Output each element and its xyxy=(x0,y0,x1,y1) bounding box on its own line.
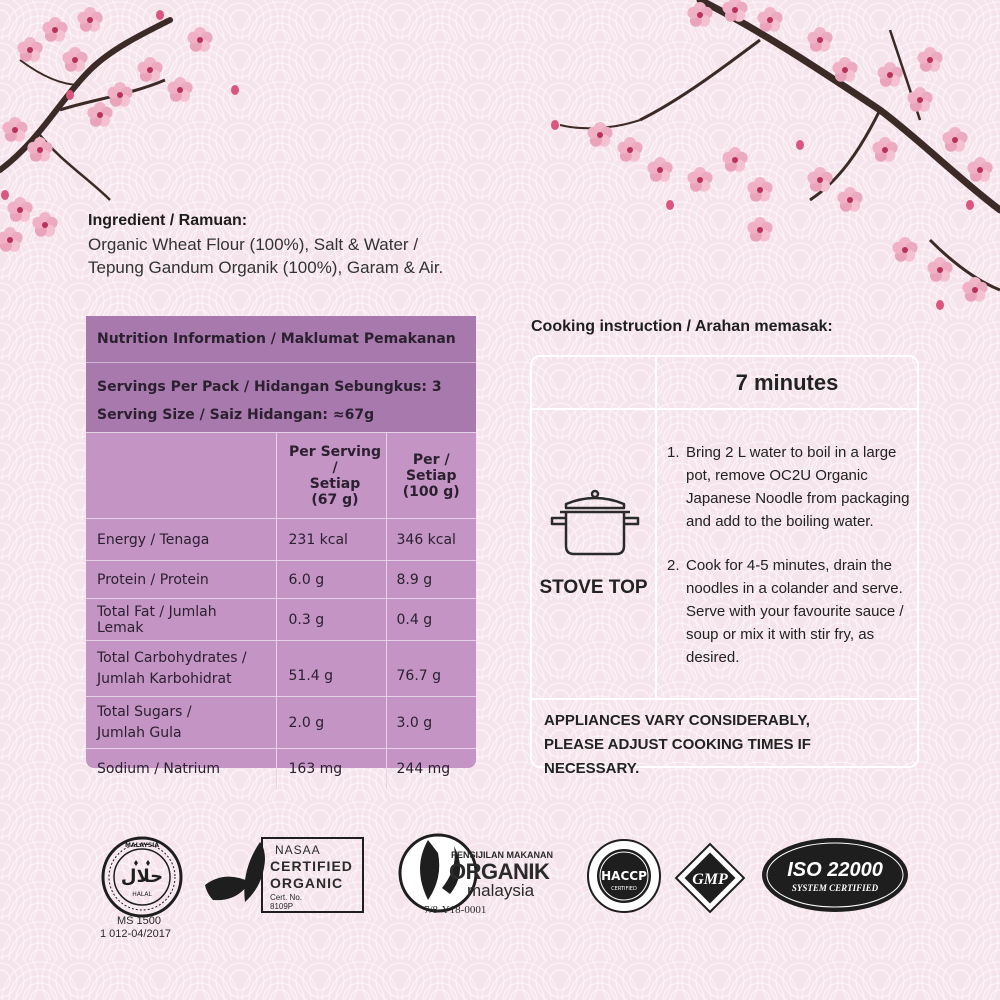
header-per-serving: Per Serving / Setiap (67 g) xyxy=(276,433,386,519)
iso-text: ISO 22000 xyxy=(787,859,883,881)
nutrition-title: Nutrition Information / Maklumat Pemakanan xyxy=(86,316,476,362)
cooking-time: 7 minutes xyxy=(735,369,839,395)
organik-top-text: PENSIJILAN MAKANAN xyxy=(451,850,554,860)
row-per-serving: 163 mg xyxy=(276,749,386,789)
row-per-serving: 2.0 g xyxy=(276,697,386,749)
haccp-logo xyxy=(586,838,662,914)
row-label: Total Sugars / Jumlah Gula xyxy=(86,697,276,749)
row-per-100g: 244 mg xyxy=(386,749,476,789)
row-per-serving: 51.4 g xyxy=(276,641,386,697)
step-number: 2. xyxy=(667,557,680,574)
serving-size: Serving Size / Saiz Hidangan: ≈67g xyxy=(97,407,375,423)
row-per-serving: 6.0 g xyxy=(276,561,386,599)
row-label: Protein / Protein xyxy=(86,561,276,599)
halal-arabic-text: حلال xyxy=(120,866,164,887)
gmp-logo xyxy=(672,840,748,916)
row-per-100g: 3.0 g xyxy=(386,697,476,749)
halal-ring-text: MALAYSIA xyxy=(124,842,160,849)
iso-22000-logo xyxy=(760,836,910,914)
nasaa-line-3: ORGANIC xyxy=(270,875,344,891)
nasaa-line-1: NASAA xyxy=(275,843,321,857)
step-text: Cook for 4-5 minutes, drain the noodles in a colander and serve. Serve with your favourite sauce / soup or mix it with stir fry, as desired. xyxy=(686,557,904,666)
ingredient-heading: Ingredient / Ramuan: xyxy=(88,212,248,229)
gmp-text: GMP xyxy=(692,871,728,888)
ingredient-line-2: Tepung Gandum Organik (100%), Garam & Air. xyxy=(88,258,444,277)
row-per-100g: 346 kcal xyxy=(386,519,476,561)
row-per-100g: 8.9 g xyxy=(386,561,476,599)
stove-top-label: STOVE TOP xyxy=(539,577,648,598)
header-per-100g: Per / Setiap (100 g) xyxy=(386,433,476,519)
organik-country-text: malaysia xyxy=(467,881,535,900)
row-label: Energy / Tenaga xyxy=(86,519,276,561)
organik-cert-no: 7/8-Y18-0001 xyxy=(424,904,487,916)
step-number: 1. xyxy=(667,444,680,461)
cooking-title: Cooking instruction / Arahan memasak: xyxy=(531,318,833,335)
row-per-100g: 0.4 g xyxy=(386,599,476,641)
haccp-text: HACCP xyxy=(601,869,647,883)
row-label: Total Carbohydrates / Jumlah Karbohidrat xyxy=(86,641,276,697)
organik-big-text: ORGANIK xyxy=(449,859,550,884)
cooking-warning: APPLIANCES VARY CONSIDERABLY, PLEASE ADJUST COOKING TIMES IF NECESSARY. xyxy=(544,712,811,777)
nasaa-line-2: CERTIFIED xyxy=(270,858,353,874)
row-label: Sodium / Natrium xyxy=(86,749,276,789)
halal-logo xyxy=(101,836,183,918)
iso-sub-text: SYSTEM CERTIFIED xyxy=(791,883,879,893)
row-per-100g: 76.7 g xyxy=(386,641,476,697)
nasaa-cert-no: 8109P xyxy=(270,902,294,911)
haccp-sub-text: CERTIFIED xyxy=(611,886,637,892)
halal-word: HALAL xyxy=(132,891,152,898)
servings-per-pack: Servings Per Pack / Hidangan Sebungkus: 3 xyxy=(97,379,442,395)
step-text: Bring 2 L water to boil in a large pot, remove OC2U Organic Japanese Noodle from packaging and add to the boiling water. xyxy=(686,444,910,530)
nasaa-cert-label: Cert. No. xyxy=(270,893,303,902)
row-label: Total Fat / Jumlah Lemak xyxy=(86,599,276,641)
halal-cert-no: 1 012-04/2017 xyxy=(100,928,171,940)
row-per-serving: 231 kcal xyxy=(276,519,386,561)
row-per-serving: 0.3 g xyxy=(276,599,386,641)
halal-ms-text: MS 1500 xyxy=(117,915,162,927)
ingredient-line-1: Organic Wheat Flour (100%), Salt & Water / xyxy=(88,235,419,254)
